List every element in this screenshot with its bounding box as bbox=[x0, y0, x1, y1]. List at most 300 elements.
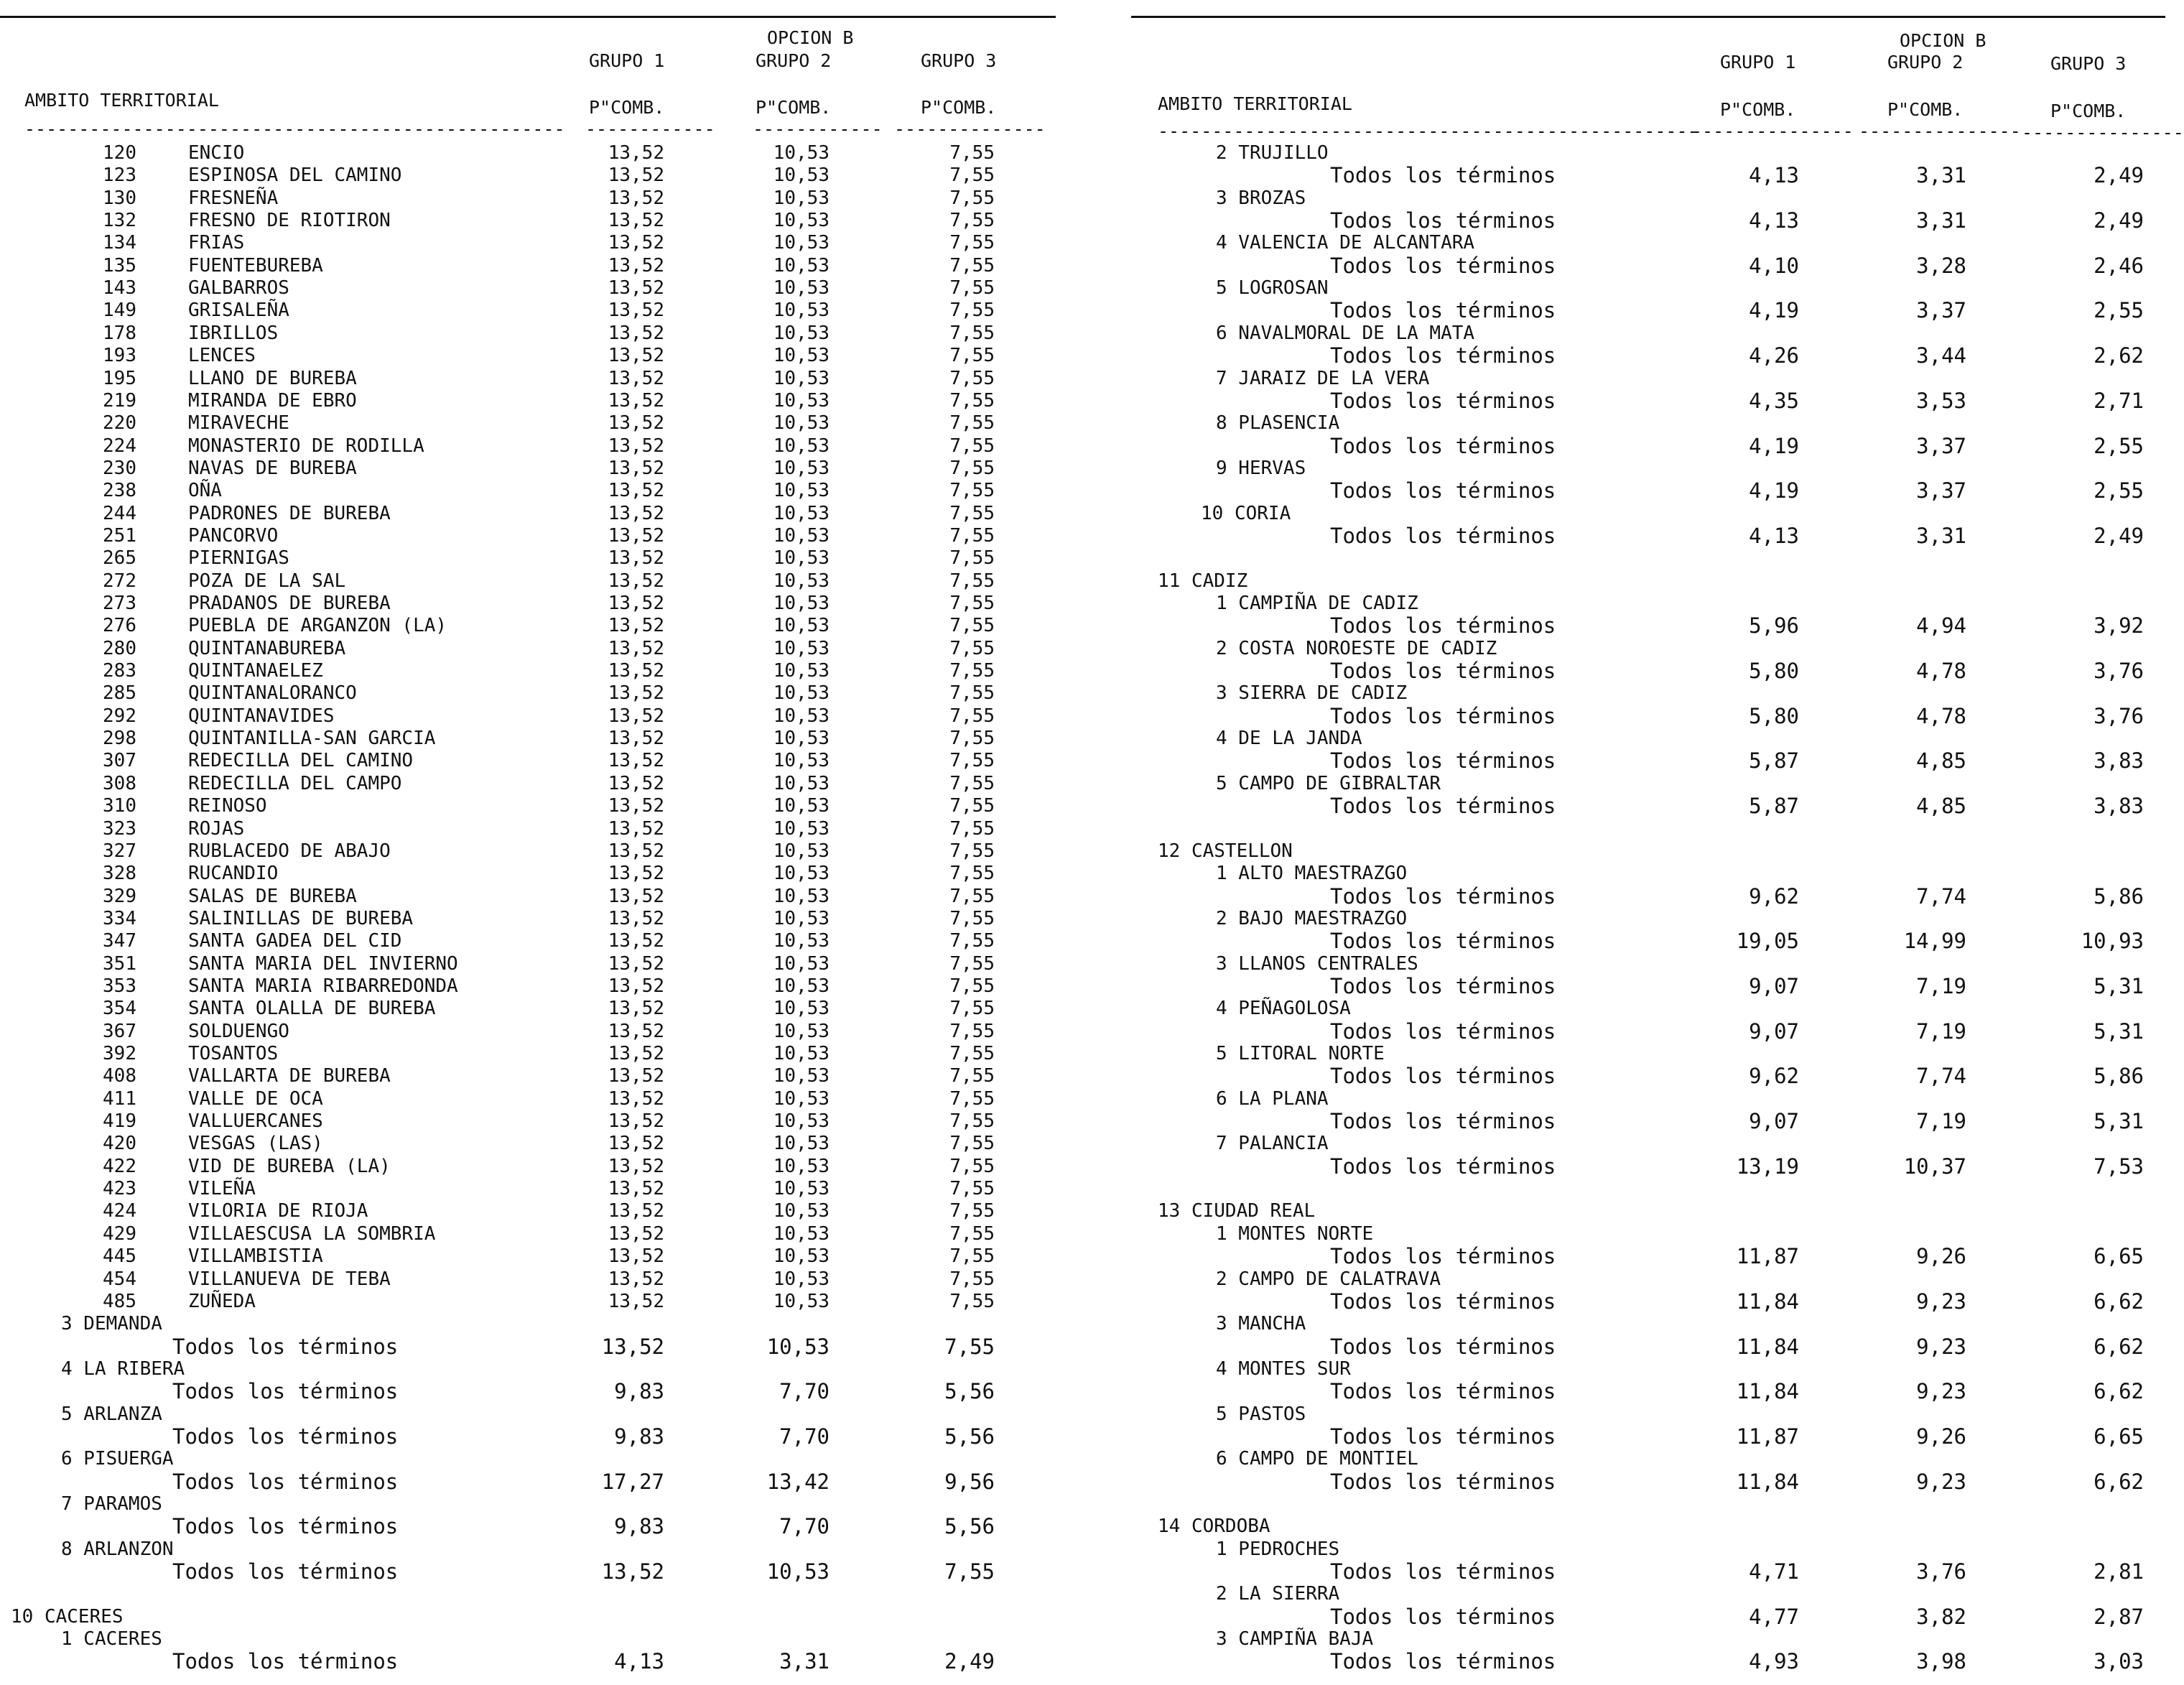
price-group-1: 13,52 bbox=[608, 1290, 664, 1312]
municipality-name: VILLAESCUSA LA SOMBRIA bbox=[188, 1222, 436, 1245]
comarca-row bbox=[0, 1493, 2170, 1515]
municipality-name: RUCANDIO bbox=[188, 863, 279, 885]
price-group-3: 7,55 bbox=[949, 952, 995, 975]
all-terms-row bbox=[0, 795, 2170, 817]
price-group-3: 3,76 bbox=[2094, 703, 2144, 728]
municipality-code: 220 bbox=[103, 412, 136, 435]
comarca-row bbox=[0, 1313, 2170, 1334]
municipality-name: PANCORVO bbox=[188, 524, 279, 547]
price-group-3: 6,65 bbox=[2094, 1424, 2144, 1449]
price-group-1: 13,52 bbox=[608, 885, 664, 907]
municipality-name: FUENTEBUREBA bbox=[188, 254, 323, 277]
price-group-2: 10,53 bbox=[773, 863, 830, 885]
comarca-name: 2 COSTA NOROESTE DE CADIZ bbox=[1216, 637, 1497, 659]
municipality-code: 230 bbox=[103, 457, 136, 479]
price-group-3: 7,55 bbox=[949, 660, 995, 682]
price-group-2: 3,37 bbox=[1916, 298, 1966, 323]
price-group-3: 7,55 bbox=[949, 1290, 995, 1312]
price-group-1: 13,52 bbox=[608, 1178, 664, 1200]
price-group-3: 5,31 bbox=[2094, 1109, 2144, 1134]
price-group-1: 13,52 bbox=[608, 1087, 664, 1110]
municipality-code: 328 bbox=[103, 863, 136, 885]
price-group-2: 10,53 bbox=[773, 817, 830, 840]
price-group-2: 9,26 bbox=[1916, 1424, 1966, 1449]
right-group1-header: GRUPO 1 bbox=[1720, 52, 1796, 73]
all-terms-label: Todos los términos bbox=[1330, 1604, 1556, 1629]
price-group-1: 13,52 bbox=[608, 952, 664, 975]
price-group-3: 7,55 bbox=[949, 322, 995, 344]
left-group3-header: GRUPO 3 bbox=[921, 50, 997, 71]
municipality-code: 134 bbox=[103, 232, 136, 254]
price-group-2: 9,23 bbox=[1916, 1334, 1966, 1359]
price-group-2: 3,31 bbox=[779, 1649, 830, 1674]
municipality-row bbox=[0, 818, 2170, 840]
price-group-2: 10,53 bbox=[773, 615, 830, 637]
province-row bbox=[0, 840, 2170, 862]
price-group-1: 13,52 bbox=[608, 682, 664, 705]
price-group-2: 10,53 bbox=[773, 164, 830, 187]
price-group-3: 7,55 bbox=[949, 502, 995, 524]
price-group-3: 7,55 bbox=[949, 389, 995, 412]
price-group-1: 4,77 bbox=[1749, 1604, 1799, 1629]
all-terms-label: Todos los términos bbox=[1330, 478, 1556, 503]
municipality-code: 273 bbox=[103, 593, 136, 614]
price-group-1: 11,84 bbox=[1736, 1379, 1799, 1404]
municipality-code: 219 bbox=[103, 389, 136, 412]
municipality-code: 251 bbox=[103, 524, 136, 547]
all-terms-row bbox=[0, 975, 2170, 997]
municipality-name: ESPINOSA DEL CAMINO bbox=[188, 164, 402, 187]
comarca-name: 5 LITORAL NORTE bbox=[1216, 1043, 1385, 1064]
price-group-2: 10,53 bbox=[773, 1020, 830, 1042]
all-terms-row bbox=[0, 1561, 2170, 1582]
price-group-3: 6,65 bbox=[2094, 1244, 2144, 1269]
province-row bbox=[0, 1200, 2170, 1222]
price-group-1: 17,27 bbox=[601, 1469, 664, 1494]
municipality-name: VALLARTA DE BUREBA bbox=[188, 1065, 391, 1087]
municipality-code: 265 bbox=[103, 547, 136, 570]
municipality-code: 422 bbox=[103, 1155, 136, 1177]
municipality-name: SANTA GADEA DEL CID bbox=[188, 930, 402, 952]
all-terms-row bbox=[0, 1426, 2170, 1447]
comarca-name: 4 PEÑAGOLOSA bbox=[1216, 998, 1351, 1020]
price-group-3: 5,56 bbox=[944, 1514, 995, 1539]
price-group-3: 7,55 bbox=[949, 187, 995, 209]
comarca-row bbox=[0, 998, 2170, 1019]
comarca-name: 5 CAMPO DE GIBRALTAR bbox=[1216, 772, 1441, 794]
municipality-code: 454 bbox=[103, 1268, 136, 1290]
left-top-rule bbox=[0, 16, 1056, 18]
municipality-code: 283 bbox=[103, 660, 136, 682]
all-terms-label: Todos los términos bbox=[172, 1379, 399, 1404]
comarca-row bbox=[0, 682, 2170, 704]
price-group-3: 6,62 bbox=[2094, 1334, 2144, 1359]
municipality-name: SANTA MARIA DEL INVIERNO bbox=[188, 952, 458, 975]
municipality-name: SALINILLAS DE BUREBA bbox=[188, 907, 414, 929]
comarca-row bbox=[0, 142, 2170, 164]
price-group-1: 13,52 bbox=[608, 322, 664, 344]
price-group-1: 13,52 bbox=[608, 863, 664, 885]
price-group-1: 9,07 bbox=[1749, 1018, 1799, 1044]
all-terms-row bbox=[0, 1245, 2170, 1267]
price-group-2: 10,53 bbox=[773, 412, 830, 435]
comarca-name: 3 LLANOS CENTRALES bbox=[1216, 952, 1418, 975]
municipality-name: PADRONES DE BUREBA bbox=[188, 502, 391, 524]
all-terms-label: Todos los términos bbox=[1330, 253, 1556, 278]
price-group-1: 13,52 bbox=[608, 187, 664, 209]
price-group-2: 3,98 bbox=[1916, 1649, 1966, 1674]
price-group-1: 9,07 bbox=[1749, 1109, 1799, 1134]
comarca-row bbox=[0, 773, 2170, 794]
all-terms-row bbox=[0, 210, 2170, 231]
all-terms-row bbox=[0, 1110, 2170, 1132]
price-group-3: 7,55 bbox=[944, 1334, 995, 1359]
right-price-header-1: P"COMB. bbox=[1720, 99, 1796, 120]
municipality-name: REDECILLA DEL CAMINO bbox=[188, 750, 414, 772]
right-price-header-3: P"COMB. bbox=[2050, 101, 2127, 121]
comarca-row bbox=[0, 1133, 2170, 1154]
price-group-1: 13,52 bbox=[608, 907, 664, 929]
price-group-2: 10,53 bbox=[773, 502, 830, 524]
left-g2-underline: ------------ bbox=[753, 119, 883, 139]
all-terms-label: Todos los términos bbox=[1330, 1153, 1556, 1179]
municipality-name: MONASTERIO DE RODILLA bbox=[188, 435, 424, 457]
comarca-name: 7 JARAIZ DE LA VERA bbox=[1216, 367, 1430, 389]
price-group-3: 2,46 bbox=[2094, 253, 2144, 278]
price-group-2: 10,53 bbox=[773, 885, 830, 907]
municipality-name: GALBARROS bbox=[188, 277, 289, 300]
comarca-row bbox=[0, 1628, 2170, 1650]
all-terms-row bbox=[0, 660, 2170, 682]
municipality-name: FRIAS bbox=[188, 232, 245, 254]
municipality-name: FRESNEÑA bbox=[188, 187, 279, 209]
price-group-2: 10,53 bbox=[773, 1043, 830, 1064]
price-group-3: 2,55 bbox=[2094, 433, 2144, 458]
province-name: 12 CASTELLON bbox=[1158, 840, 1293, 862]
municipality-code: 298 bbox=[103, 728, 136, 750]
price-group-2: 10,53 bbox=[773, 660, 830, 682]
price-group-3: 7,55 bbox=[949, 1133, 995, 1155]
price-group-3: 3,76 bbox=[2094, 659, 2144, 684]
municipality-name: VILLANUEVA DE TEBA bbox=[188, 1268, 391, 1290]
comarca-row bbox=[0, 1223, 2170, 1245]
price-group-1: 13,52 bbox=[608, 998, 664, 1020]
price-group-3: 7,55 bbox=[949, 615, 995, 637]
municipality-code: 323 bbox=[103, 817, 136, 840]
price-group-1: 13,52 bbox=[608, 660, 664, 682]
municipality-name: IBRILLOS bbox=[188, 322, 279, 344]
comarca-name: 8 PLASENCIA bbox=[1216, 412, 1340, 435]
price-group-1: 11,87 bbox=[1736, 1424, 1799, 1449]
price-group-1: 13,52 bbox=[608, 345, 664, 367]
all-terms-label: Todos los términos bbox=[1330, 523, 1556, 548]
left-price-header-2: P"COMB. bbox=[756, 97, 832, 118]
price-group-2: 7,74 bbox=[1916, 1064, 1966, 1089]
comarca-name: 4 VALENCIA DE ALCANTARA bbox=[1216, 232, 1475, 254]
municipality-name: ZUÑEDA bbox=[188, 1290, 256, 1312]
price-group-2: 9,23 bbox=[1916, 1289, 1966, 1314]
price-group-2: 10,53 bbox=[773, 1268, 830, 1290]
municipality-name: QUINTANAVIDES bbox=[188, 705, 335, 727]
comarca-row bbox=[0, 187, 2170, 209]
comarca-row bbox=[0, 863, 2170, 884]
comarca-name: 3 SIERRA DE CADIZ bbox=[1216, 682, 1408, 705]
all-terms-row bbox=[0, 255, 2170, 277]
comarca-name: 1 CAMPIÑA DE CADIZ bbox=[1216, 593, 1418, 614]
all-terms-row bbox=[0, 435, 2170, 457]
price-group-2: 10,53 bbox=[766, 1559, 830, 1584]
price-group-2: 10,53 bbox=[773, 322, 830, 344]
all-terms-row bbox=[0, 164, 2170, 186]
price-group-2: 10,37 bbox=[1903, 1153, 1966, 1179]
price-group-3: 7,55 bbox=[949, 682, 995, 705]
all-terms-row bbox=[0, 480, 2170, 501]
comarca-row bbox=[0, 412, 2170, 434]
price-group-1: 13,52 bbox=[608, 164, 664, 187]
all-terms-label: Todos los términos bbox=[172, 1649, 399, 1674]
comarca-name: 4 MONTES SUR bbox=[1216, 1357, 1351, 1380]
price-group-2: 10,53 bbox=[773, 1200, 830, 1222]
price-group-3: 6,62 bbox=[2094, 1289, 2144, 1314]
comarca-row bbox=[0, 1268, 2170, 1290]
municipality-name: VESGAS (LAS) bbox=[188, 1133, 323, 1155]
all-terms-label: Todos los términos bbox=[172, 1334, 399, 1359]
price-group-1: 13,52 bbox=[608, 1133, 664, 1155]
price-group-2: 10,53 bbox=[773, 1178, 830, 1200]
price-group-3: 7,55 bbox=[949, 1268, 995, 1290]
left-group2-header: GRUPO 2 bbox=[756, 50, 832, 71]
right-ambito-underline: -------------------------------------------------- bbox=[1158, 121, 1699, 141]
price-group-3: 10,93 bbox=[2081, 929, 2144, 954]
all-terms-label: Todos los términos bbox=[1330, 1018, 1556, 1044]
price-group-3: 7,55 bbox=[949, 1200, 995, 1222]
all-terms-row bbox=[0, 930, 2170, 952]
price-group-2: 4,78 bbox=[1916, 659, 1966, 684]
municipality-code: 310 bbox=[103, 795, 136, 817]
price-group-3: 5,56 bbox=[944, 1424, 995, 1449]
province-name: 10 CACERES bbox=[11, 1605, 124, 1628]
price-group-2: 10,53 bbox=[773, 952, 830, 975]
left-ambito-header: AMBITO TERRITORIAL bbox=[24, 90, 219, 111]
comarca-row bbox=[0, 638, 2170, 659]
price-group-3: 7,55 bbox=[949, 750, 995, 772]
price-group-1: 9,83 bbox=[614, 1514, 664, 1539]
price-group-3: 7,55 bbox=[949, 524, 995, 547]
price-group-2: 10,53 bbox=[773, 1155, 830, 1177]
municipality-code: 354 bbox=[103, 998, 136, 1020]
price-group-2: 10,53 bbox=[773, 772, 830, 794]
municipality-name: REINOSO bbox=[188, 795, 267, 817]
price-group-3: 6,62 bbox=[2094, 1469, 2144, 1494]
price-group-3: 7,55 bbox=[949, 728, 995, 750]
all-terms-label: Todos los términos bbox=[172, 1424, 399, 1449]
comarca-row bbox=[0, 953, 2170, 975]
price-group-3: 7,55 bbox=[949, 457, 995, 479]
price-group-3: 7,55 bbox=[949, 1043, 995, 1064]
price-group-3: 3,03 bbox=[2094, 1649, 2144, 1674]
municipality-code: 195 bbox=[103, 367, 136, 389]
price-group-1: 13,52 bbox=[608, 367, 664, 389]
comarca-name: 4 DE LA JANDA bbox=[1216, 728, 1362, 750]
price-group-1: 13,52 bbox=[608, 254, 664, 277]
price-group-2: 10,53 bbox=[773, 975, 830, 997]
municipality-name: PIERNIGAS bbox=[188, 547, 289, 570]
comarca-name: 3 MANCHA bbox=[1216, 1313, 1306, 1335]
price-group-2: 9,23 bbox=[1916, 1469, 1966, 1494]
price-group-3: 2,49 bbox=[2094, 523, 2144, 548]
all-terms-row bbox=[0, 1380, 2170, 1402]
municipality-code: 292 bbox=[103, 705, 136, 727]
price-group-3: 7,55 bbox=[949, 998, 995, 1020]
all-terms-row bbox=[0, 1336, 2170, 1357]
all-terms-label: Todos los términos bbox=[1330, 1109, 1556, 1134]
price-group-1: 13,52 bbox=[608, 750, 664, 772]
price-group-3: 7,55 bbox=[949, 570, 995, 592]
price-group-1: 9,62 bbox=[1749, 883, 1799, 909]
municipality-code: 423 bbox=[103, 1178, 136, 1200]
price-group-3: 7,55 bbox=[949, 863, 995, 885]
price-group-3: 3,92 bbox=[2094, 613, 2144, 639]
comarca-row bbox=[0, 232, 2170, 254]
price-group-3: 7,55 bbox=[949, 232, 995, 254]
municipality-name: VALLE DE OCA bbox=[188, 1087, 323, 1110]
comarca-name: 2 TRUJILLO bbox=[1216, 142, 1329, 164]
price-group-3: 2,49 bbox=[2094, 208, 2144, 233]
all-terms-label: Todos los términos bbox=[1330, 343, 1556, 368]
comarca-name: 10 CORIA bbox=[1201, 502, 1291, 524]
comarca-name: 6 CAMPO DE MONTIEL bbox=[1216, 1448, 1418, 1470]
comarca-row bbox=[0, 277, 2170, 299]
municipality-name: RUBLACEDO DE ABAJO bbox=[188, 840, 391, 862]
price-group-1: 11,84 bbox=[1736, 1469, 1799, 1494]
price-group-2: 3,82 bbox=[1916, 1604, 1966, 1629]
price-group-2: 10,53 bbox=[773, 1087, 830, 1110]
price-group-2: 4,94 bbox=[1916, 613, 1966, 639]
price-group-2: 10,53 bbox=[773, 930, 830, 952]
price-group-3: 7,55 bbox=[949, 1110, 995, 1133]
comarca-name: 9 HERVAS bbox=[1216, 457, 1306, 479]
all-terms-row bbox=[0, 1018, 2170, 1044]
all-terms-label: Todos los términos bbox=[1330, 433, 1556, 458]
price-group-1: 13,52 bbox=[608, 975, 664, 997]
price-group-2: 10,53 bbox=[773, 682, 830, 705]
all-terms-row bbox=[0, 1606, 2170, 1628]
all-terms-row bbox=[0, 1065, 2170, 1087]
all-terms-label: Todos los términos bbox=[1330, 748, 1556, 774]
municipality-name: ENCIO bbox=[188, 142, 245, 164]
price-group-3: 3,83 bbox=[2094, 794, 2144, 819]
price-group-1: 13,52 bbox=[608, 142, 664, 164]
municipality-code: 238 bbox=[103, 480, 136, 502]
price-group-3: 5,56 bbox=[944, 1379, 995, 1404]
price-group-2: 3,31 bbox=[1916, 208, 1966, 233]
comarca-row bbox=[0, 1088, 2170, 1110]
all-terms-label: Todos los términos bbox=[1330, 794, 1556, 819]
price-group-1: 11,87 bbox=[1736, 1244, 1799, 1269]
municipality-code: 329 bbox=[103, 885, 136, 907]
price-group-1: 13,52 bbox=[608, 1043, 664, 1064]
price-group-2: 10,53 bbox=[773, 300, 830, 322]
price-group-1: 13,52 bbox=[608, 210, 664, 232]
price-group-2: 10,53 bbox=[773, 142, 830, 164]
all-terms-label: Todos los términos bbox=[1330, 929, 1556, 954]
price-group-3: 7,53 bbox=[2094, 1153, 2144, 1179]
comarca-row bbox=[0, 1538, 2170, 1560]
price-group-1: 13,52 bbox=[608, 817, 664, 840]
all-terms-label: Todos los términos bbox=[1330, 1379, 1556, 1404]
price-group-2: 10,53 bbox=[766, 1334, 830, 1359]
price-group-3: 6,62 bbox=[2094, 1379, 2144, 1404]
price-group-3: 2,49 bbox=[2094, 163, 2144, 188]
left-ambito-underline: -------------------------------------------------- bbox=[24, 119, 565, 139]
municipality-code: 143 bbox=[103, 277, 136, 300]
price-group-3: 5,31 bbox=[2094, 1018, 2144, 1044]
price-group-1: 13,52 bbox=[601, 1334, 664, 1359]
price-group-1: 13,52 bbox=[608, 705, 664, 727]
municipality-code: 132 bbox=[103, 210, 136, 232]
price-group-1: 13,52 bbox=[608, 300, 664, 322]
price-group-2: 7,19 bbox=[1916, 1109, 1966, 1134]
price-group-1: 13,52 bbox=[608, 728, 664, 750]
municipality-name: SANTA MARIA RIBARREDONDA bbox=[188, 975, 458, 997]
all-terms-label: Todos los términos bbox=[1330, 388, 1556, 413]
price-group-3: 7,55 bbox=[949, 1087, 995, 1110]
price-group-1: 13,52 bbox=[608, 1155, 664, 1177]
price-group-1: 13,52 bbox=[608, 593, 664, 614]
price-group-1: 4,19 bbox=[1749, 478, 1799, 503]
price-group-3: 9,56 bbox=[944, 1469, 995, 1494]
price-group-3: 5,86 bbox=[2094, 883, 2144, 909]
price-group-2: 10,53 bbox=[773, 1065, 830, 1087]
price-group-2: 10,53 bbox=[773, 210, 830, 232]
price-group-1: 4,19 bbox=[1749, 433, 1799, 458]
comarca-name: 2 CAMPO DE CALATRAVA bbox=[1216, 1268, 1441, 1290]
comarca-name: 1 MONTES NORTE bbox=[1216, 1222, 1374, 1245]
price-group-1: 13,52 bbox=[608, 232, 664, 254]
all-terms-label: Todos los términos bbox=[172, 1559, 399, 1584]
price-group-2: 4,85 bbox=[1916, 794, 1966, 819]
municipality-name: SANTA OLALLA DE BUREBA bbox=[188, 998, 436, 1020]
municipality-code: 120 bbox=[103, 142, 136, 164]
price-group-1: 4,13 bbox=[614, 1649, 664, 1674]
municipality-code: 149 bbox=[103, 300, 136, 322]
price-group-1: 13,52 bbox=[608, 1268, 664, 1290]
municipality-name: MIRAVECHE bbox=[188, 412, 289, 435]
municipality-code: 411 bbox=[103, 1087, 136, 1110]
municipality-name: VILEÑA bbox=[188, 1178, 256, 1200]
all-terms-label: Todos los términos bbox=[1330, 1649, 1556, 1674]
price-group-2: 7,19 bbox=[1916, 973, 1966, 998]
right-option-label: OPCION B bbox=[1900, 30, 1986, 51]
municipality-code: 445 bbox=[103, 1245, 136, 1268]
all-terms-label: Todos los términos bbox=[1330, 1289, 1556, 1314]
right-price-header-2: P"COMB. bbox=[1887, 99, 1964, 120]
municipality-code: 224 bbox=[103, 435, 136, 457]
municipality-code: 351 bbox=[103, 952, 136, 975]
price-group-1: 9,83 bbox=[614, 1379, 664, 1404]
price-group-3: 7,55 bbox=[949, 254, 995, 277]
municipality-code: 424 bbox=[103, 1200, 136, 1222]
price-group-2: 10,53 bbox=[773, 232, 830, 254]
price-group-1: 4,10 bbox=[1749, 253, 1799, 278]
municipality-name: LLANO DE BUREBA bbox=[188, 367, 357, 389]
price-group-3: 7,55 bbox=[949, 817, 995, 840]
price-group-1: 13,52 bbox=[608, 1020, 664, 1042]
comarca-row bbox=[0, 593, 2170, 614]
all-terms-label: Todos los términos bbox=[1330, 163, 1556, 188]
comarca-name: 6 LA PLANA bbox=[1216, 1087, 1329, 1110]
all-terms-row bbox=[0, 525, 2170, 547]
